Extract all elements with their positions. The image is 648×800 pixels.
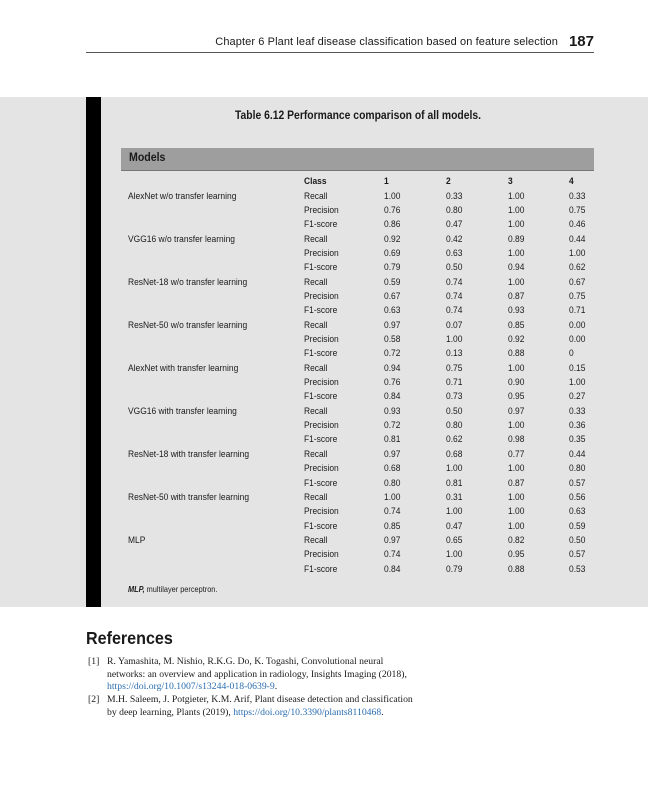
metric-value: 0.79 [446, 563, 463, 575]
metric-value: 0 [569, 348, 574, 360]
metric-name: Precision [304, 204, 339, 216]
metric-name: Recall [304, 491, 328, 503]
metric-name: F1-score [304, 391, 338, 403]
metric-value: 1.00 [508, 491, 525, 503]
metric-value: 1.00 [508, 463, 525, 475]
metric-value: 0.74 [446, 290, 463, 302]
metric-value: 0.98 [508, 434, 525, 446]
metric-value: 0.68 [446, 448, 463, 460]
metric-value: 0.50 [569, 534, 586, 546]
metric-value: 1.00 [508, 276, 525, 288]
metric-value: 0.76 [384, 204, 401, 216]
metric-value: 0.50 [446, 262, 463, 274]
metric-name: Recall [304, 319, 328, 331]
metric-value: 0.73 [446, 391, 463, 403]
metric-name: Recall [304, 276, 328, 288]
metric-value: 0.85 [508, 319, 525, 331]
metric-name: F1-score [304, 520, 338, 532]
metric-value: 0.65 [446, 534, 463, 546]
metric-name: F1-score [304, 348, 338, 360]
metric-value: 0.76 [384, 377, 401, 389]
table-footnote [128, 585, 217, 594]
model-name: ResNet-50 w/o transfer learning [128, 319, 248, 331]
metric-value: 0.77 [508, 448, 525, 460]
model-name: AlexNet with transfer learning [128, 362, 239, 374]
metric-value: 0.50 [446, 405, 463, 417]
metric-value: 1.00 [508, 204, 525, 216]
metric-value: 0.57 [569, 549, 586, 561]
metric-value: 0.68 [384, 463, 401, 475]
metric-value: 0.75 [569, 204, 586, 216]
reference-end: . [381, 706, 384, 718]
metric-value: 0.92 [508, 334, 525, 345]
metric-value: 0.57 [569, 477, 586, 489]
column-header-4: 4 [569, 176, 574, 187]
metric-name: Precision [304, 420, 339, 432]
metric-value: 1.00 [446, 506, 463, 518]
metric-value: 0.69 [384, 247, 401, 259]
metric-value: 0.46 [569, 219, 586, 231]
metric-value: 1.00 [384, 190, 401, 202]
metric-name: Recall [304, 448, 328, 460]
models-label: Models [129, 152, 166, 164]
metric-value: 0.63 [569, 506, 586, 518]
reference-text: M.H. Saleem, J. Potgieter, K.M. Arif, Plant disease detection and classification by deep learning, Plants (2019), [107, 694, 413, 718]
reference-link[interactable]: https://doi.org/10.1007/s13244-018-0639-9 [107, 681, 275, 693]
metric-name: F1-score [304, 262, 338, 274]
metric-name: Recall [304, 405, 328, 417]
metric-name: Precision [304, 549, 339, 561]
metric-name: Recall [304, 233, 328, 245]
metric-value: 0.63 [384, 305, 401, 317]
model-name: ResNet-50 with transfer learning [128, 491, 250, 503]
metric-value: 0.80 [569, 463, 586, 475]
metric-value: 1.00 [508, 520, 525, 532]
metric-value: 0.33 [446, 190, 463, 202]
metric-value: 0.93 [384, 405, 401, 417]
metric-value: 0.59 [569, 520, 586, 532]
reference-link[interactable]: https://doi.org/10.3390/plants8110468 [233, 706, 382, 718]
column-header-class: Class [304, 176, 327, 187]
metric-value: 0.07 [446, 319, 463, 331]
metric-value: 0.62 [569, 262, 586, 274]
column-header-1: 1 [384, 176, 389, 187]
metric-value: 1.00 [508, 247, 525, 259]
column-header-3: 3 [508, 176, 513, 187]
metric-value: 0.15 [569, 362, 586, 374]
metric-value: 0.67 [384, 290, 401, 302]
metric-name: F1-score [304, 219, 338, 231]
metric-value: 0.62 [446, 434, 463, 446]
metric-value: 0.13 [446, 348, 463, 360]
metric-value: 0.87 [508, 477, 525, 489]
metric-value: 0.94 [508, 262, 525, 274]
metric-value: 0.71 [446, 377, 463, 389]
metric-value: 0.94 [384, 362, 401, 374]
metric-value: 0.97 [384, 534, 401, 546]
metric-value: 0.56 [569, 491, 586, 503]
metric-value: 0.00 [569, 334, 586, 345]
model-name: MLP [128, 534, 146, 546]
metric-value: 0.35 [569, 434, 586, 446]
model-name: ResNet-18 with transfer learning [128, 448, 250, 460]
metric-value: 1.00 [446, 463, 463, 475]
footnote-text: multilayer perceptron. [144, 585, 218, 594]
metric-value: 0.74 [384, 549, 401, 561]
reference-text: R. Yamashita, M. Nishio, R.K.G. Do, K. Togashi, Convolutional neural networks: an overview and application in radiology, Insights Imaging (2018), [107, 656, 407, 680]
table-side-bar [86, 97, 101, 607]
reference-number: [1] [88, 656, 100, 667]
model-name: VGG16 with transfer learning [128, 405, 237, 417]
metric-value: 0.63 [446, 247, 463, 259]
metric-value: 1.00 [569, 377, 586, 389]
model-name: ResNet-18 w/o transfer learning [128, 276, 248, 288]
metric-name: F1-score [304, 305, 338, 317]
metric-value: 0.59 [384, 276, 401, 288]
metric-value: 0.27 [569, 391, 586, 403]
metric-value: 0.97 [508, 405, 525, 417]
model-name: AlexNet w/o transfer learning [128, 190, 237, 202]
metric-value: 1.00 [508, 219, 525, 231]
running-header [86, 32, 594, 53]
metric-value: 0.81 [446, 477, 463, 489]
metric-value: 0.80 [384, 477, 401, 489]
metric-value: 0.92 [384, 233, 401, 245]
metric-value: 0.82 [508, 534, 525, 546]
metric-value: 0.97 [384, 319, 401, 331]
metric-value: 1.00 [384, 491, 401, 503]
metric-value: 0.88 [508, 563, 525, 575]
metric-value: 1.00 [508, 190, 525, 202]
metric-value: 0.86 [384, 219, 401, 231]
metric-value: 1.00 [508, 362, 525, 374]
metric-value: 1.00 [446, 549, 463, 561]
metric-name: F1-score [304, 434, 338, 446]
metric-name: Precision [304, 506, 339, 518]
metric-value: 1.00 [508, 506, 525, 518]
metric-value: 0.44 [569, 233, 586, 245]
metric-value: 0.74 [446, 276, 463, 288]
metric-value: 0.58 [384, 334, 401, 345]
metric-name: Precision [304, 290, 339, 302]
metric-value: 0.75 [569, 290, 586, 302]
metric-value: 0.93 [508, 305, 525, 317]
metric-value: 0.74 [446, 305, 463, 317]
metric-value: 1.00 [446, 334, 463, 345]
metric-value: 0.44 [569, 448, 586, 460]
models-header-bar [121, 148, 594, 171]
reference-end: . [274, 681, 278, 693]
references-heading: References [86, 628, 173, 648]
metric-value: 0.47 [446, 520, 463, 532]
metric-value: 0.84 [384, 391, 401, 403]
metric-value: 0.33 [569, 405, 586, 417]
metric-value: 0.42 [446, 233, 463, 245]
metric-value: 0.71 [569, 305, 586, 317]
chapter-title: Chapter 6 Plant leaf disease classification based on feature selection [215, 36, 558, 48]
metric-value: 0.81 [384, 434, 401, 446]
metric-name: F1-score [304, 563, 338, 575]
metric-value: 0.95 [508, 391, 525, 403]
metric-value: 0.79 [384, 262, 401, 274]
metric-value: 0.47 [446, 219, 463, 231]
metric-value: 0.53 [569, 563, 586, 575]
reference-item [88, 656, 418, 694]
page-number: 187 [568, 33, 594, 50]
metric-value: 0.95 [508, 549, 525, 561]
metric-value: 0.31 [446, 491, 463, 503]
reference-number: [2] [88, 694, 100, 705]
metric-name: F1-score [304, 477, 338, 489]
metric-value: 0.80 [446, 204, 463, 216]
metric-value: 0.33 [569, 190, 586, 202]
metric-value: 0.97 [384, 448, 401, 460]
metric-value: 0.00 [569, 319, 586, 331]
footnote-abbr: MLP, [128, 585, 145, 594]
metric-name: Precision [304, 377, 339, 389]
metric-name: Precision [304, 334, 339, 345]
metric-value: 0.87 [508, 290, 525, 302]
metric-value: 0.74 [384, 506, 401, 518]
reference-item [88, 694, 418, 719]
model-name: VGG16 w/o transfer learning [128, 233, 236, 245]
metric-value: 0.85 [384, 520, 401, 532]
metric-name: Recall [304, 190, 328, 202]
metric-value: 0.67 [569, 276, 586, 288]
metric-value: 0.75 [446, 362, 463, 374]
metric-value: 0.80 [446, 420, 463, 432]
metric-value: 0.90 [508, 377, 525, 389]
metric-value: 0.88 [508, 348, 525, 360]
metric-value: 1.00 [508, 420, 525, 432]
metric-value: 0.72 [384, 348, 401, 360]
metric-value: 1.00 [569, 247, 586, 259]
metric-name: Precision [304, 247, 339, 259]
metric-value: 0.36 [569, 420, 586, 432]
column-header-2: 2 [446, 176, 451, 187]
table-caption: Table 6.12 Performance comparison of all models. [234, 110, 481, 122]
metric-value: 0.72 [384, 420, 401, 432]
metric-value: 0.84 [384, 563, 401, 575]
metric-name: Precision [304, 463, 339, 475]
metric-name: Recall [304, 534, 328, 546]
metric-name: Recall [304, 362, 328, 374]
metric-value: 0.89 [508, 233, 525, 245]
